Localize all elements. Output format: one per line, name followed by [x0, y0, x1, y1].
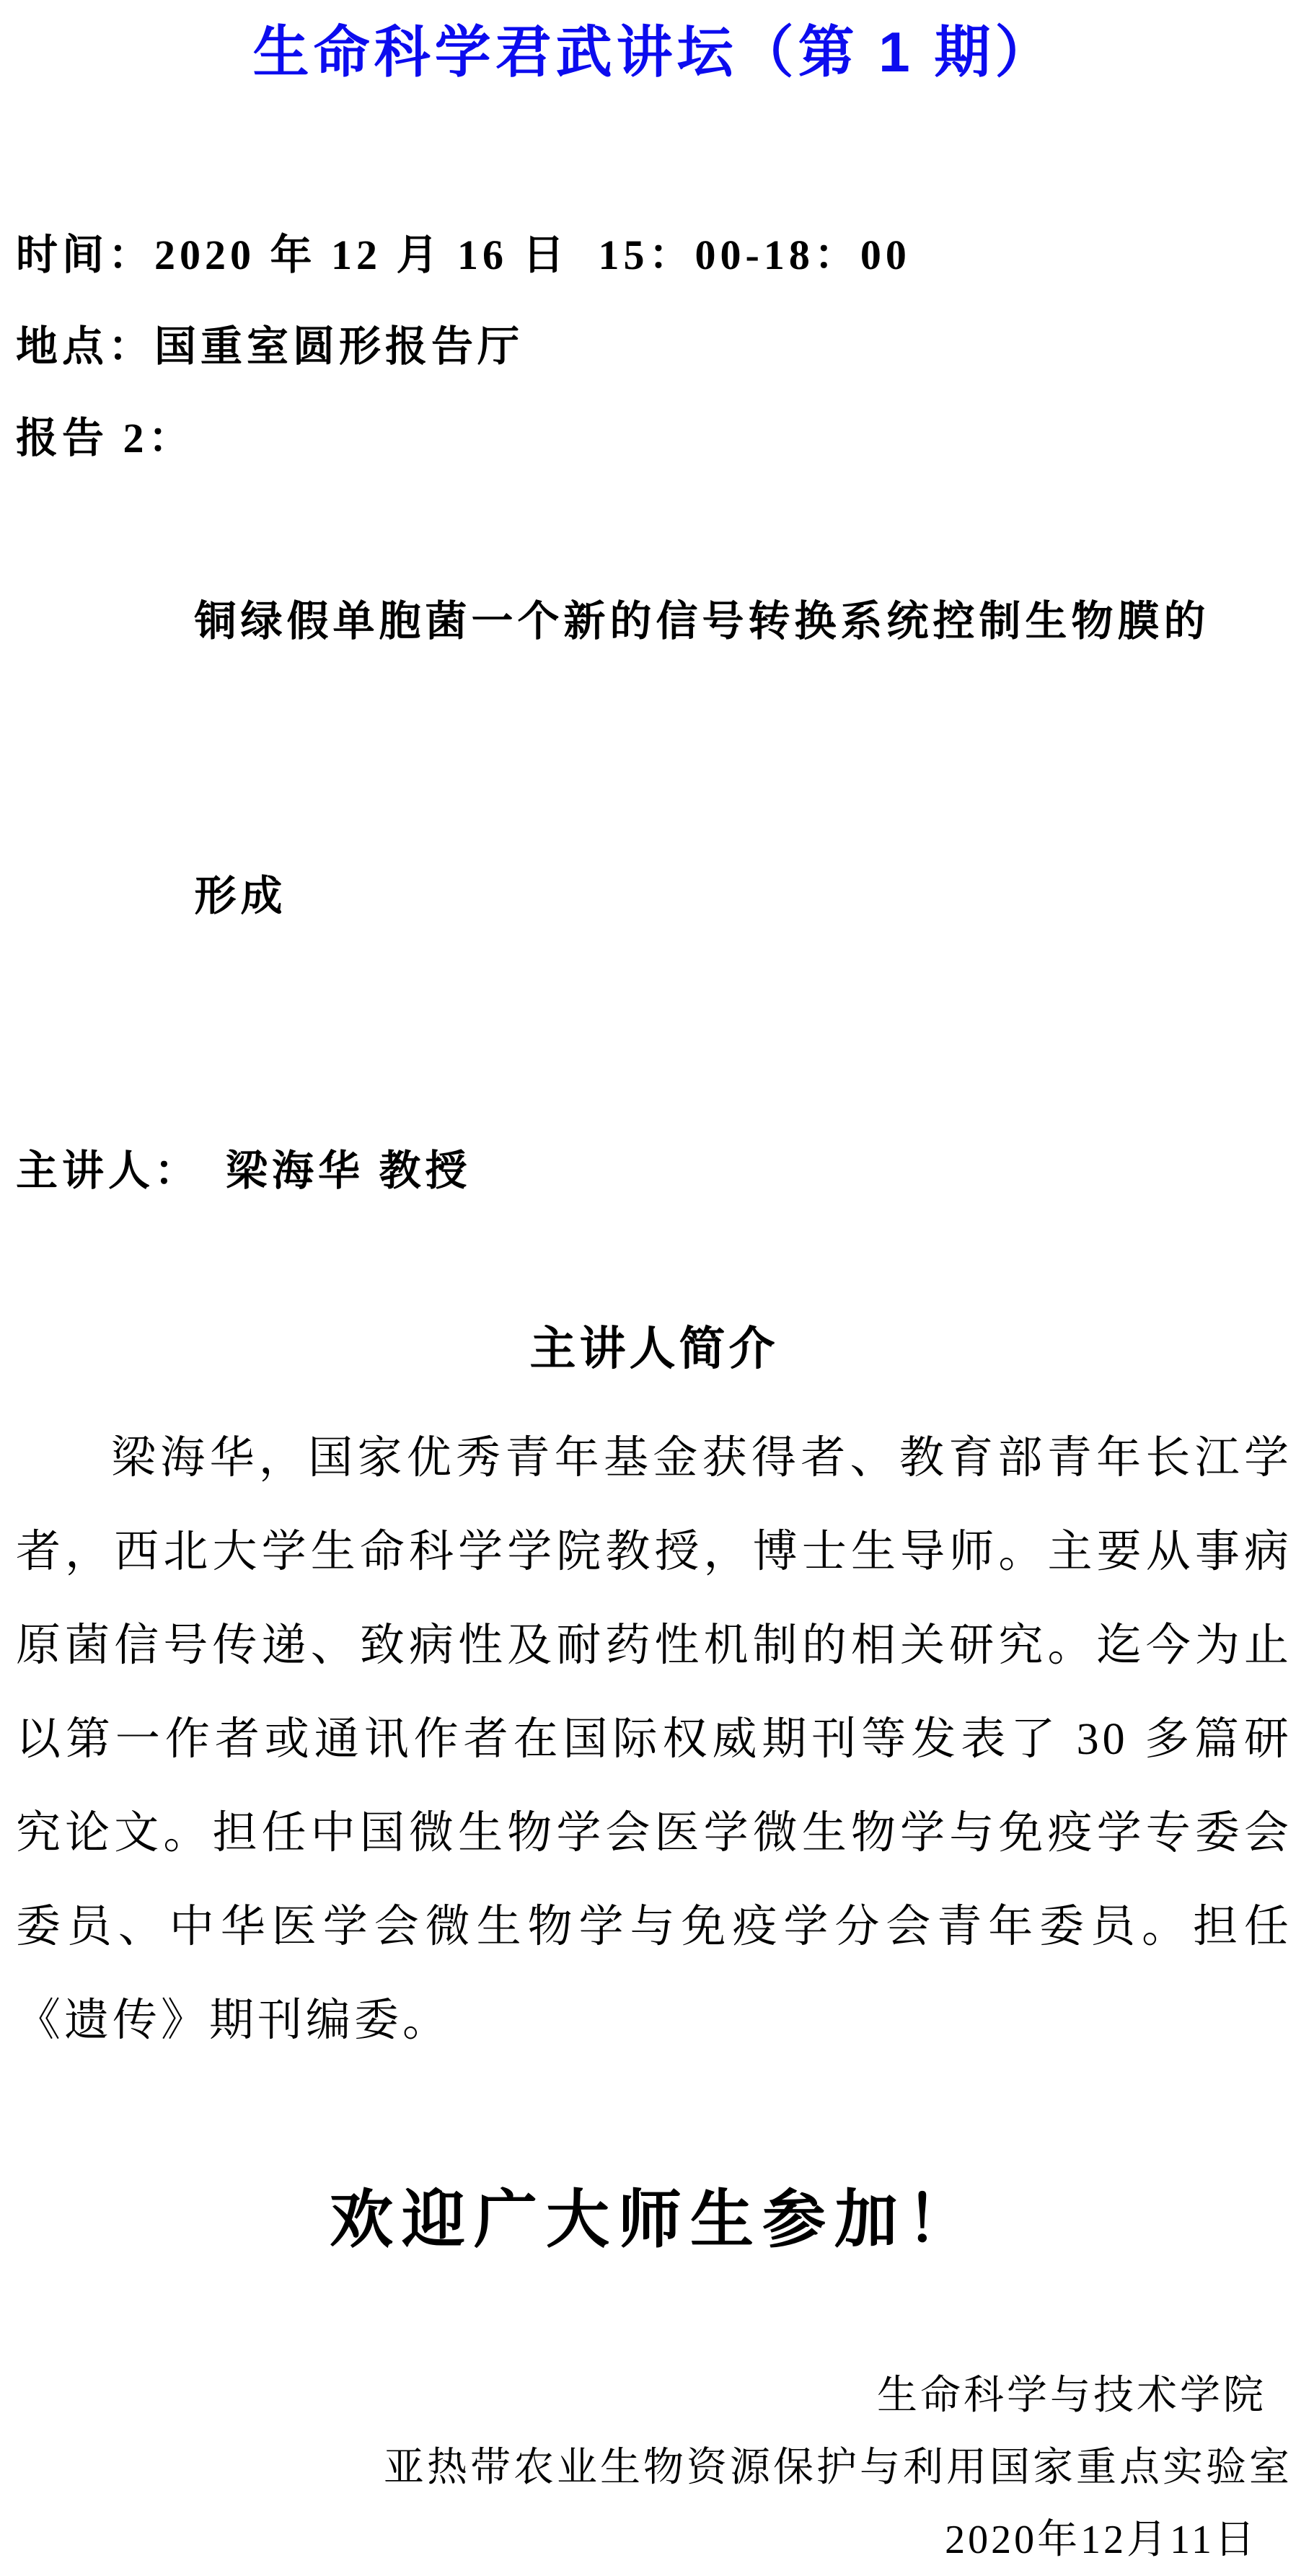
- speaker-bio-paragraph: 梁海华，国家优秀青年基金获得者、教育部青年长江学者，西北大学生命科学学院教授，博士生导师。主要从事病原菌信号传递、致病性及耐药性机制的相关研究。迄今为止以第一作者或通讯作者在国际权威期刊等发表了 30 多篇研究论文。担任中国微生物学会医学微生物学与免疫学专委会委员、中华医学会微生物学与免疫学分会青年委员。担任《遗传》期刊编委。: [16, 1434, 1292, 2045]
- signature-college: 生命科学与技术学院: [877, 2373, 1266, 2418]
- bio-heading: 主讲人简介: [529, 1323, 779, 1375]
- event-details: [16, 209, 1292, 1217]
- talk-title-row: [16, 392, 1292, 1125]
- event-speaker: 主讲人： 梁海华 教授: [16, 1147, 472, 1194]
- signature-block: [16, 2360, 1292, 2576]
- event-location: 地点：国重室圆形报告厅: [16, 323, 524, 370]
- closing-welcome-line: 欢迎广大师生参加！: [329, 2186, 979, 2256]
- signature-laboratory: 亚热带农业生物资源保护与利用国家重点实验室: [384, 2445, 1292, 2490]
- talk-title-line1: 铜绿假单胞菌一个新的信号转换系统控制生物膜的: [194, 598, 1210, 645]
- talk-title-line2: 形成: [194, 873, 287, 919]
- event-time: 时间：2020 年 12 月 16 日 15：00-18：00: [16, 231, 911, 278]
- signature-date: 2020年12月11日: [945, 2518, 1258, 2562]
- talk-number-label: 报告 2：: [16, 415, 195, 462]
- talk-title-text: [195, 392, 1292, 1125]
- page-title: 生命科学君武讲坛（第 1 期）: [252, 20, 1056, 84]
